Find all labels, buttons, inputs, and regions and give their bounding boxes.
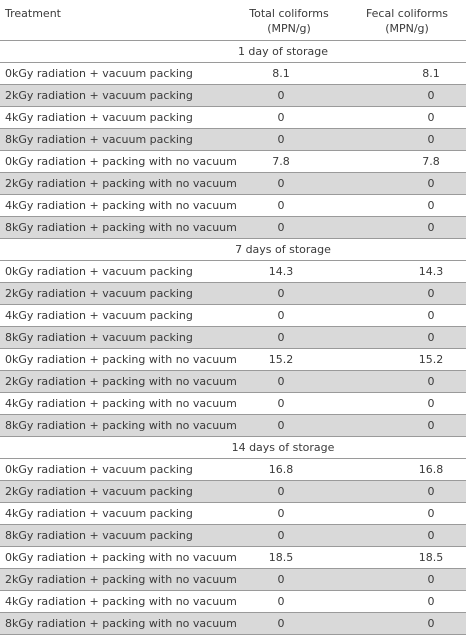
fecal-coliforms-cell: 0 (348, 568, 466, 590)
treatment-cell: 8kGy radiation + packing with no vacuum (0, 612, 230, 634)
total-coliforms-cell: 0 (230, 612, 348, 634)
table-row (0, 194, 466, 216)
treatment-cell: 4kGy radiation + packing with no vacuum (0, 194, 230, 216)
fecal-coliforms-cell: 0 (348, 414, 466, 436)
table-row (0, 106, 466, 128)
fecal-coliforms-cell: 0 (348, 84, 466, 106)
total-coliforms-cell: 8.1 (230, 62, 348, 84)
total-coliforms-cell: 0 (230, 392, 348, 414)
fecal-coliforms-cell: 0 (348, 282, 466, 304)
treatment-cell: 2kGy radiation + vacuum packing (0, 480, 230, 502)
table-row (0, 216, 466, 238)
table-row (0, 480, 466, 502)
table-row (0, 172, 466, 194)
treatment-cell: 8kGy radiation + vacuum packing (0, 326, 230, 348)
fecal-coliforms-cell: 0 (348, 216, 466, 238)
fecal-coliforms-cell: 0 (348, 524, 466, 546)
fecal-coliforms-cell: 18.5 (348, 546, 466, 568)
total-coliforms-cell: 7.8 (230, 150, 348, 172)
treatment-cell: 4kGy radiation + packing with no vacuum (0, 392, 230, 414)
table-row (0, 370, 466, 392)
total-coliforms-cell: 0 (230, 414, 348, 436)
total-coliforms-cell: 0 (230, 194, 348, 216)
treatment-cell: 2kGy radiation + vacuum packing (0, 282, 230, 304)
total-coliforms-cell: 18.5 (230, 546, 348, 568)
treatment-cell: 8kGy radiation + packing with no vacuum (0, 216, 230, 238)
total-coliforms-cell: 0 (230, 524, 348, 546)
fecal-coliforms-cell: 0 (348, 502, 466, 524)
treatment-cell: 4kGy radiation + packing with no vacuum (0, 590, 230, 612)
table-row (0, 326, 466, 348)
treatment-cell: 0kGy radiation + packing with no vacuum (0, 150, 230, 172)
header-total-coliforms (230, 0, 348, 40)
fecal-coliforms-cell: 0 (348, 304, 466, 326)
section-title: 1 day of storage (0, 40, 466, 62)
table-row (0, 414, 466, 436)
fecal-coliforms-cell: 0 (348, 172, 466, 194)
header-total-unit: (MPN/g) (267, 22, 311, 35)
treatment-cell: 4kGy radiation + vacuum packing (0, 304, 230, 326)
total-coliforms-cell: 16.8 (230, 458, 348, 480)
table-row (0, 282, 466, 304)
header-treatment: Treatment (0, 0, 230, 40)
table-row (0, 260, 466, 282)
fecal-coliforms-cell: 8.1 (348, 62, 466, 84)
table-row (0, 84, 466, 106)
table-row (0, 392, 466, 414)
section-header-row (0, 436, 466, 458)
table-row (0, 458, 466, 480)
header-fecal-label: Fecal coliforms (365, 7, 449, 20)
fecal-coliforms-cell: 0 (348, 590, 466, 612)
total-coliforms-cell: 0 (230, 128, 348, 150)
header-fecal-unit: (MPN/g) (385, 22, 429, 35)
total-coliforms-cell: 15.2 (230, 348, 348, 370)
section-header-row (0, 238, 466, 260)
fecal-coliforms-cell: 0 (348, 128, 466, 150)
treatment-cell: 4kGy radiation + vacuum packing (0, 106, 230, 128)
fecal-coliforms-cell: 0 (348, 194, 466, 216)
total-coliforms-cell: 0 (230, 480, 348, 502)
total-coliforms-cell: 0 (230, 304, 348, 326)
treatment-cell: 0kGy radiation + vacuum packing (0, 62, 230, 84)
treatment-cell: 0kGy radiation + packing with no vacuum (0, 546, 230, 568)
treatment-cell: 0kGy radiation + vacuum packing (0, 458, 230, 480)
treatment-cell: 8kGy radiation + vacuum packing (0, 524, 230, 546)
header-total-label: Total coliforms (249, 7, 329, 20)
total-coliforms-cell: 0 (230, 326, 348, 348)
table-row (0, 62, 466, 84)
fecal-coliforms-cell: 7.8 (348, 150, 466, 172)
fecal-coliforms-cell: 0 (348, 480, 466, 502)
table-row (0, 546, 466, 568)
table-row (0, 150, 466, 172)
section-header-row (0, 40, 466, 62)
fecal-coliforms-cell: 0 (348, 612, 466, 634)
table-row (0, 502, 466, 524)
total-coliforms-cell: 0 (230, 370, 348, 392)
total-coliforms-cell: 0 (230, 568, 348, 590)
treatment-cell: 0kGy radiation + vacuum packing (0, 260, 230, 282)
section-title: 7 days of storage (0, 238, 466, 260)
treatment-cell: 8kGy radiation + packing with no vacuum (0, 414, 230, 436)
treatment-cell: 2kGy radiation + packing with no vacuum (0, 568, 230, 590)
total-coliforms-cell: 0 (230, 84, 348, 106)
fecal-coliforms-cell: 0 (348, 370, 466, 392)
total-coliforms-cell: 0 (230, 590, 348, 612)
fecal-coliforms-cell: 0 (348, 326, 466, 348)
table-row (0, 568, 466, 590)
table-body (0, 40, 466, 634)
table-row (0, 304, 466, 326)
table-row (0, 612, 466, 634)
fecal-coliforms-cell: 14.3 (348, 260, 466, 282)
treatment-cell: 0kGy radiation + packing with no vacuum (0, 348, 230, 370)
table-row (0, 524, 466, 546)
fecal-coliforms-cell: 0 (348, 106, 466, 128)
table-header (0, 0, 466, 40)
treatment-cell: 8kGy radiation + vacuum packing (0, 128, 230, 150)
total-coliforms-cell: 0 (230, 216, 348, 238)
treatment-cell: 2kGy radiation + packing with no vacuum (0, 370, 230, 392)
total-coliforms-cell: 14.3 (230, 260, 348, 282)
fecal-coliforms-cell: 15.2 (348, 348, 466, 370)
table-row (0, 128, 466, 150)
total-coliforms-cell: 0 (230, 502, 348, 524)
total-coliforms-cell: 0 (230, 172, 348, 194)
total-coliforms-cell: 0 (230, 106, 348, 128)
table-row (0, 348, 466, 370)
section-title: 14 days of storage (0, 436, 466, 458)
header-fecal-coliforms (348, 0, 466, 40)
treatment-cell: 2kGy radiation + vacuum packing (0, 84, 230, 106)
total-coliforms-cell: 0 (230, 282, 348, 304)
treatment-cell: 2kGy radiation + packing with no vacuum (0, 172, 230, 194)
treatment-cell: 4kGy radiation + vacuum packing (0, 502, 230, 524)
fecal-coliforms-cell: 0 (348, 392, 466, 414)
fecal-coliforms-cell: 16.8 (348, 458, 466, 480)
